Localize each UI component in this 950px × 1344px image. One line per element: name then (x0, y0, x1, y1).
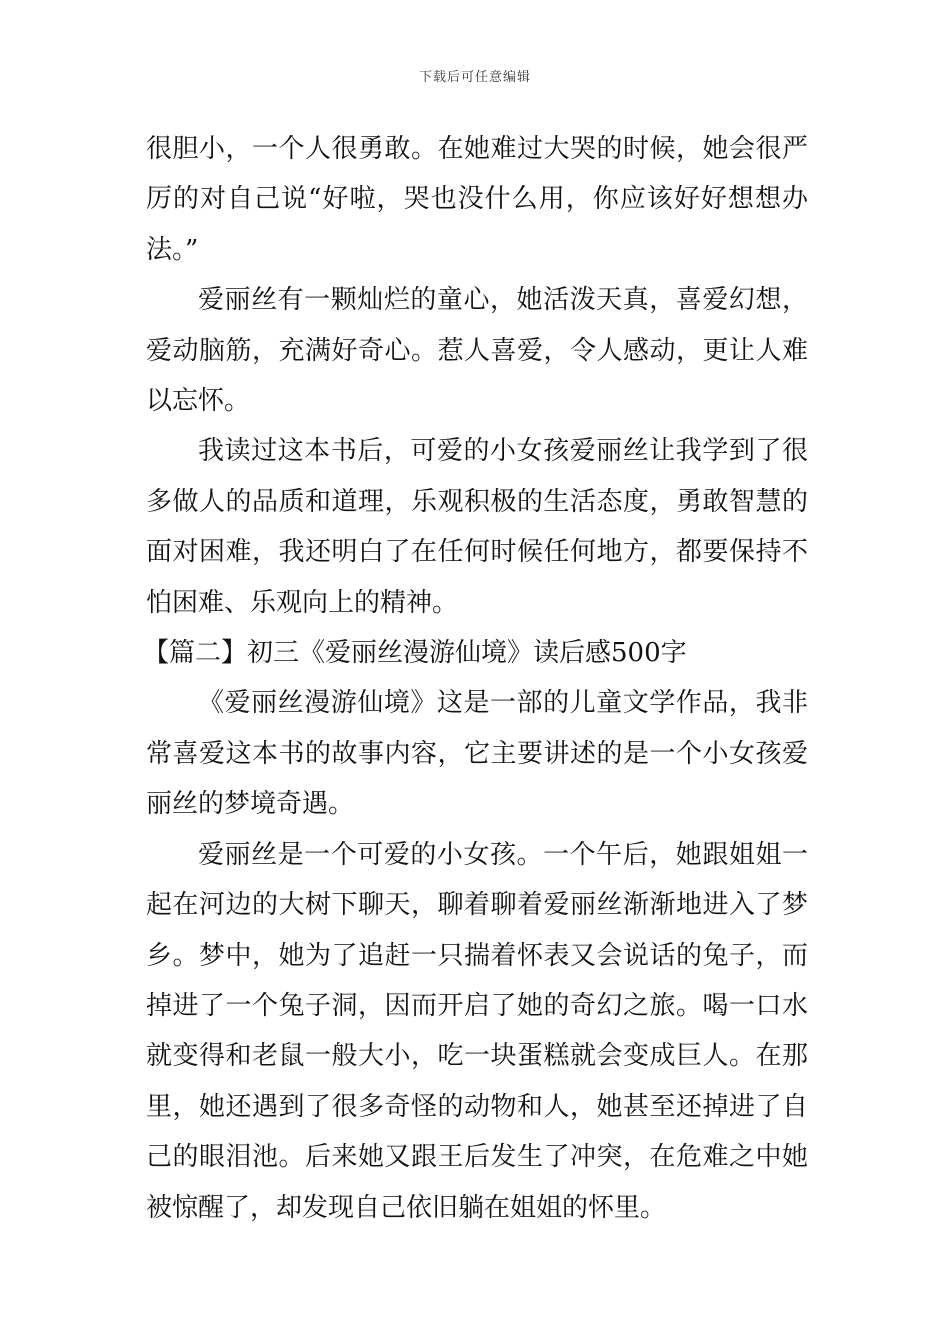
paragraph-continuation: 很胆小，一个人很勇敢。在她难过大哭的时候，她会很严厉的对自己说“好啦，哭也没什么用，你应该好好想想办法。” (146, 134, 808, 265)
paragraph-lessons-learned: 我读过这本书后，可爱的小女孩爱丽丝让我学到了很多做人的品质和道理，乐观积极的生活态度，勇敢智慧的面对困难，我还明白了在任何时候任何地方，都要保持不怕困难、乐观向上的精神。 (146, 436, 808, 618)
document-body (143, 124, 808, 1233)
paragraph-alice-childlike-heart: 爱丽丝有一颗灿烂的童心，她活泼天真，喜爱幻想，爱动脑筋，充满好奇心。惹人喜爱，令人感动，更让人难以忘怀。 (146, 285, 808, 417)
section-title: 【篇二】初三《爱丽丝漫游仙境》读后感500字 (143, 638, 687, 669)
paragraph-story-summary: 爱丽丝是一个可爱的小女孩。一个午后，她跟姐姐一起在河边的大树下聊天，聊着聊着爱丽丝渐渐地进入了梦乡。梦中，她为了追赶一只揣着怀表又会说话的兔子，而掉进了一个兔子洞，因而开启了她的奇幻之旅。喝一口水就变得和老鼠一般大小，吃一块蛋糕就会变成巨人。在那里，她还遇到了很多奇怪的动物和人，她甚至还掉进了自己的眼泪池。后来她又跟王后发生了冲突，在危难之中她被惊醒了，却发现自己依旧躺在姐姐的怀里。 (146, 839, 808, 1223)
paragraph-book-intro: 《爱丽丝漫游仙境》这是一部的儿童文学作品，我非常喜爱这本书的故事内容，它主要讲述的是一个小女孩爱丽丝的梦境奇遇。 (146, 688, 808, 820)
page-header: 下载后可任意编辑 (418, 70, 531, 85)
